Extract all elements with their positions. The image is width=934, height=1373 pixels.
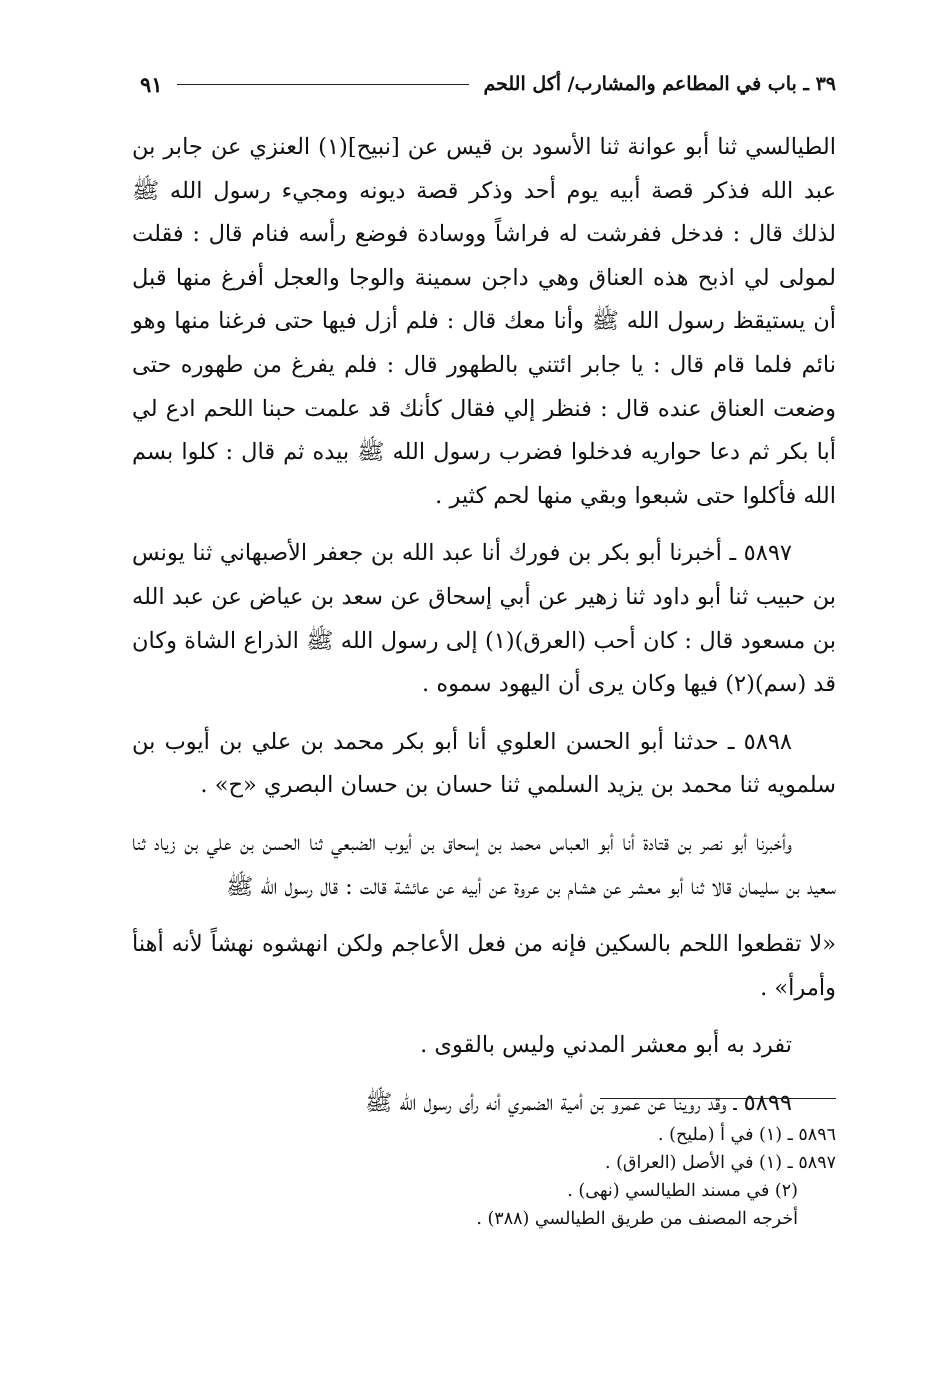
footnote-source: أخرجه المصنف من طريق الطيالسي (٣٨٨) .: [476, 1209, 798, 1229]
footnotes: [132, 1121, 836, 1233]
hadith-5899: ٥٨٩٩ ـ وقد روينا عن عمرو بن أمية الضمري أنه رأى رسول الله ﷺ: [365, 1089, 792, 1116]
hadith-5898-comment: تفرد به أبو معشر المدني وليس بالقوى .: [420, 1032, 792, 1059]
running-header: [140, 66, 836, 102]
hadith-5898: ٥٨٩٨ ـ حدثنا أبو الحسن العلوي أنا أبو بكر محمد بن علي بن أيوب بن سلمويه ثنا محمد بن يزيد السلمي ثنا حسان بن حسان البصري «ح» .: [132, 728, 836, 799]
page-number: ٩١: [140, 71, 163, 97]
footnote-5897-2: (٢) في مسند الطيالسي (نهى) .: [567, 1181, 798, 1201]
paragraph-continuation: الطيالسي ثنا أبو عوانة ثنا الأسود بن قيس عن [نبيح](١) العنزي عن جابر بن عبد الله فذكر قصة أبيه يوم أحد وذكر قصة ديونه ومجيء رسول الله ﷺ لذلك قال : فدخل ففرشت له فراشاً ووسادة فوضع رأسه فنام قال : فقلت لمولى لي اذبح هذه العناق وهي داجن سمينة والوجا والعجل أفرغ منها قبل أن يستيقظ رسول الله ﷺ وأنا معك قال : فلم أزل فيها حتى فرغنا منها وهو نائم فلما قام قال : يا جابر ائتني بالطهور قال : فلم يفرغ من طهوره حتى وضعت العناق عنده قال : فنظر إلي فقال كأنك قد علمت حبنا اللحم ادع لي أبا بكر ثم دعا حواريه فدخلوا فضرب رسول الله ﷺ بيده ثم قال : كلوا بسم الله فأكلوا حتى شبعوا وبقي منها لحم كثير .: [132, 134, 836, 509]
footnote-5896-1: ٥٨٩٦ ـ (١) في أ (مليح) .: [658, 1125, 836, 1145]
main-text: [132, 126, 836, 1139]
hadith-5898-second-chain: وأخبرنا أبو نصر بن قتادة أنا أبو العباس محمد بن إسحاق بن أيوب الضبعي ثنا الحسن بن علي بن زياد ثنا سعيد بن سليمان قالا ثنا أبو معشر عن هشام بن عروة عن أبيه عن عائشة قالت : قال رسول الله ﷺ: [132, 829, 836, 900]
header-rule: [177, 84, 470, 85]
hadith-5898-text: «لا تقطعوا اللحم بالسكين فإنه من فعل الأعاجم ولكن انهشوه نهشاً لأنه أهنأ وأمرأ» .: [132, 931, 836, 1001]
footnote-rule: [600, 1098, 836, 1099]
hadith-5897: ٥٨٩٧ ـ أخبرنا أبو بكر بن فورك أنا عبد الله بن جعفر الأصبهاني ثنا يونس بن حبيب ثنا أبو داود ثنا زهير عن أبي إسحاق عن سعد بن عياض عن عبد الله بن مسعود قال : كان أحب (العرق)(١) إلى رسول الله ﷺ الذراع الشاة وكان قد (سم)(٢) فيها وكان يرى أن اليهود سموه .: [132, 540, 836, 698]
chapter-title: ٣٩ ـ باب في المطاعم والمشارب/ أكل اللحم: [483, 73, 836, 95]
footnote-5897-1: ٥٨٩٧ ـ (١) في الأصل (العراق) .: [604, 1153, 836, 1173]
